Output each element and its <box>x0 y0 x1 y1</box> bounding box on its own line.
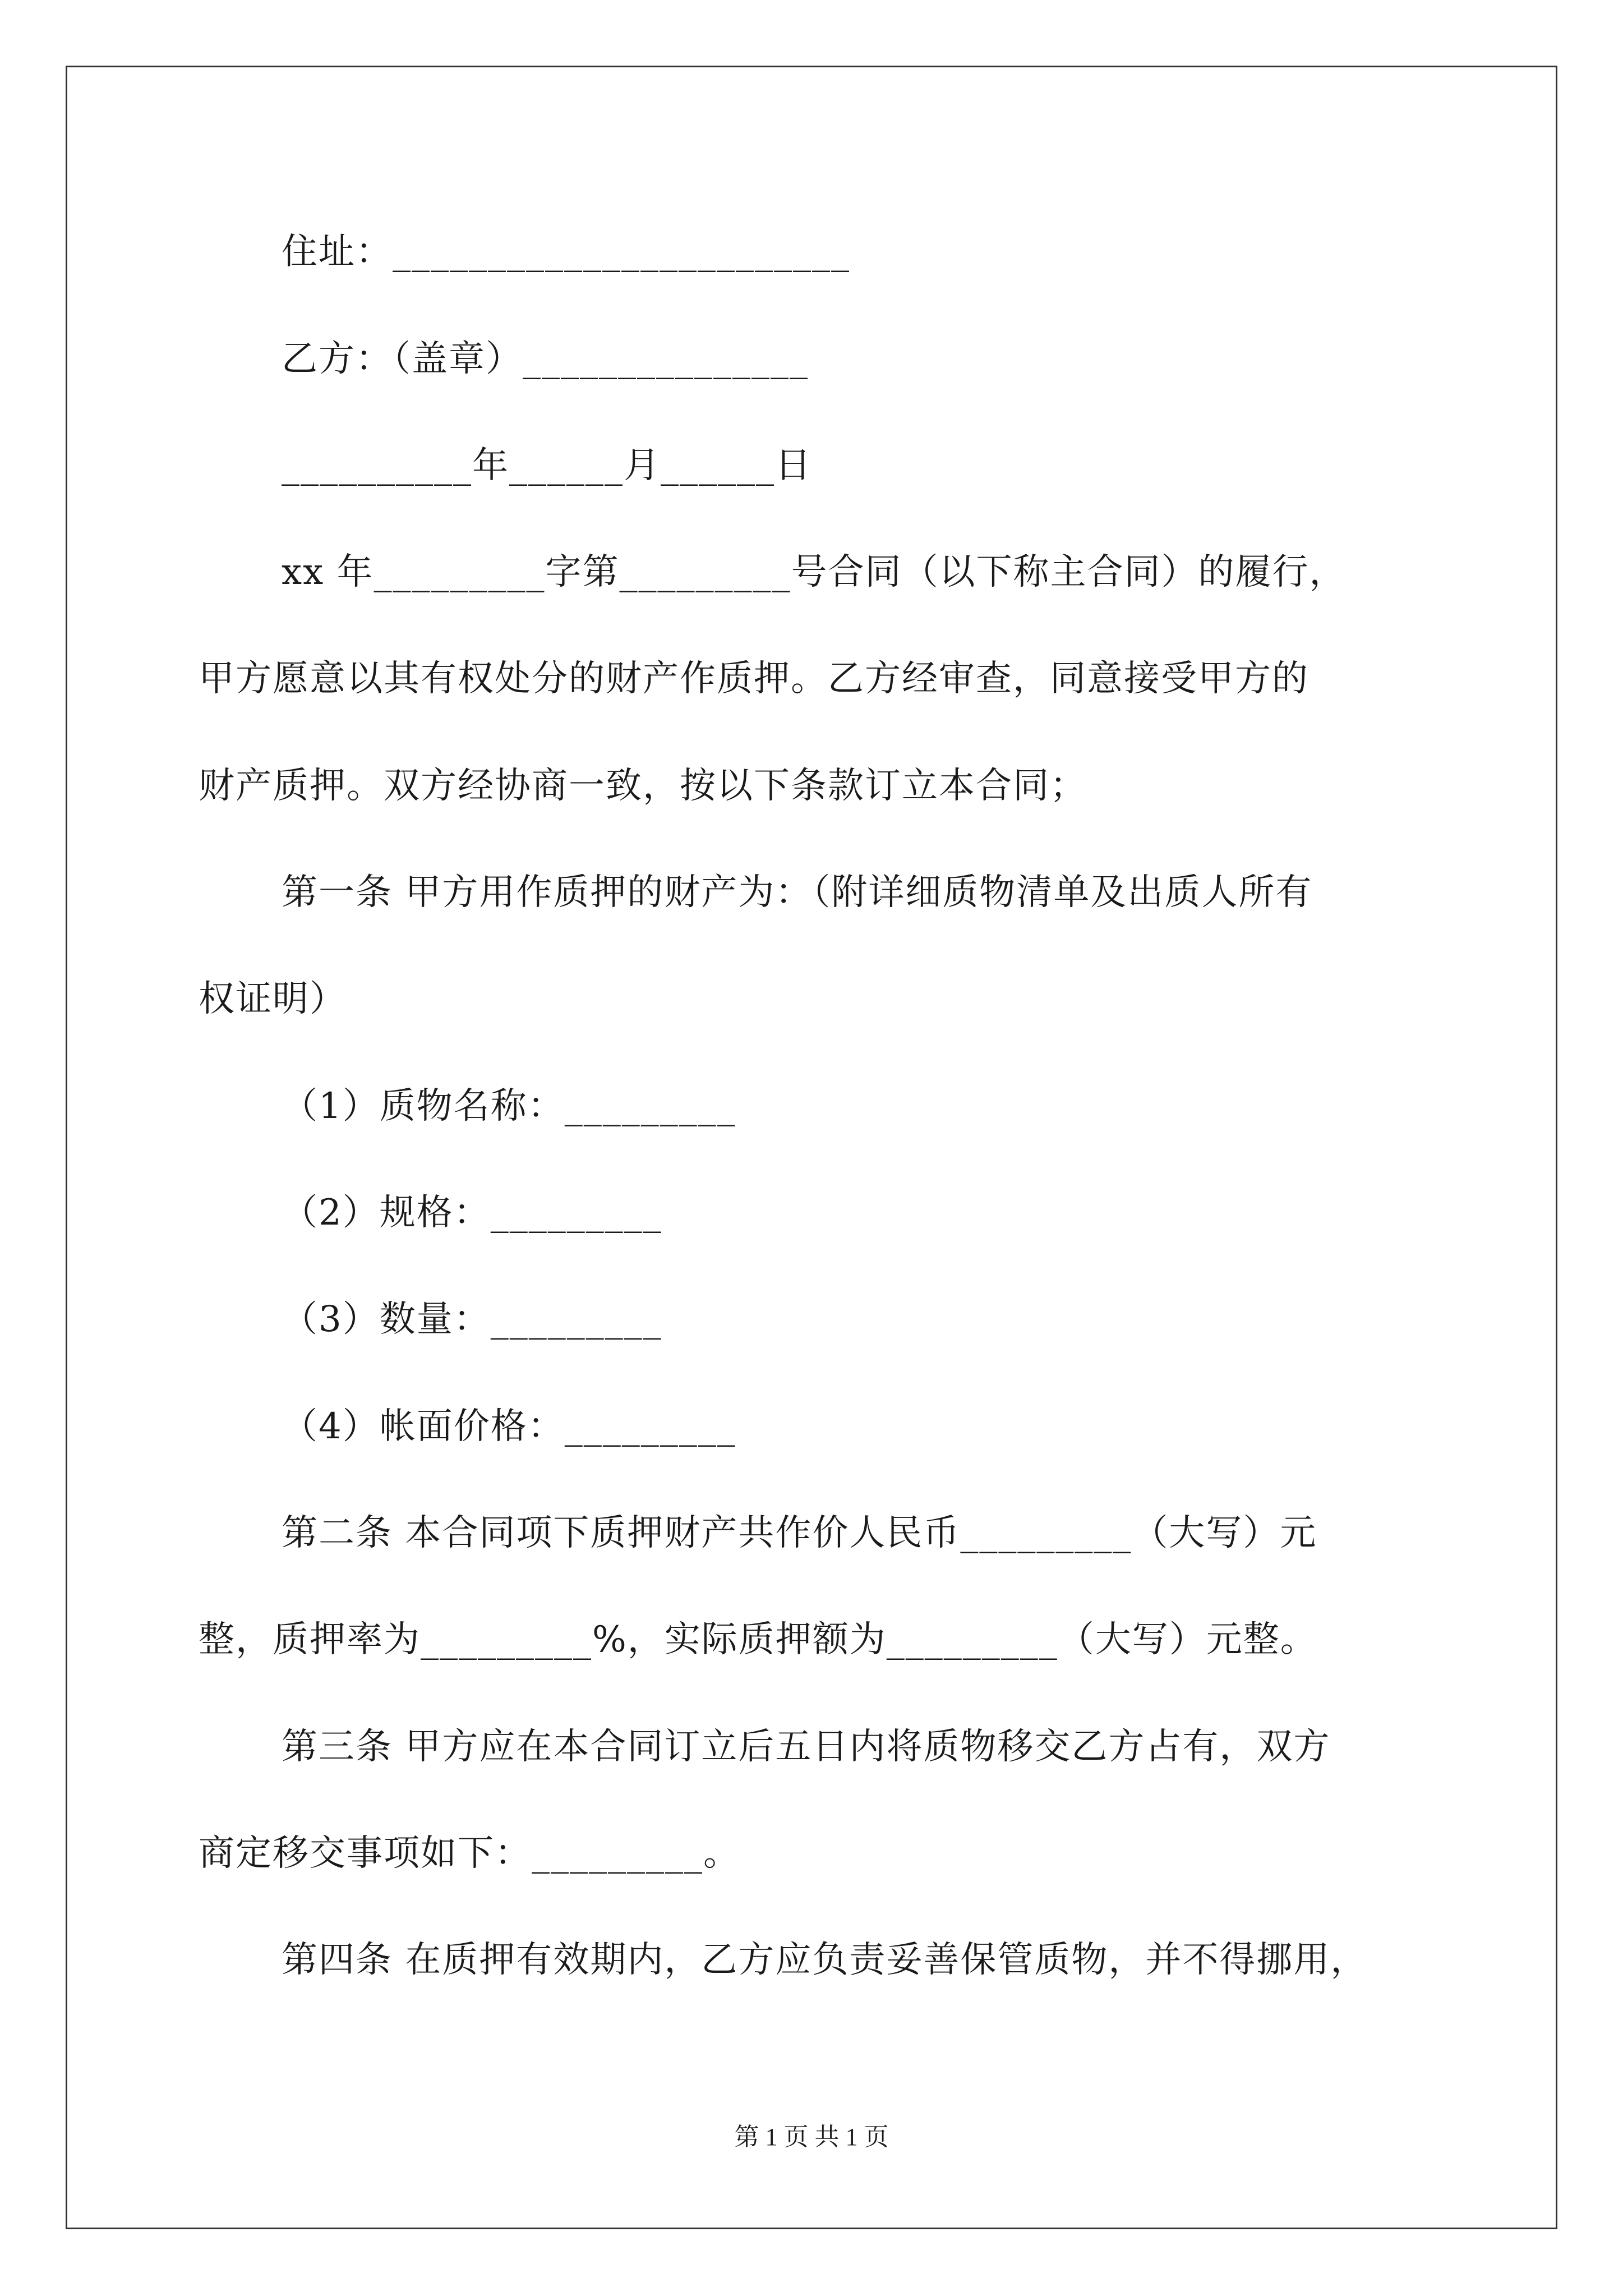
paragraph-line: 财产质押。双方经协商一致，按以下条款订立本合同； <box>199 765 1087 807</box>
article-1-line: 权证明） <box>199 978 347 1020</box>
date-line: __________年______月______日 <box>282 445 812 486</box>
page-number-footer: 第 1 页 共 1 页 <box>734 2123 889 2151</box>
article-1-line: 第一条 甲方用作质押的财产为：（附详细质物清单及出质人所有 <box>282 872 1313 913</box>
pledge-quantity-line: （3）数量：_________ <box>282 1299 662 1340</box>
page-border <box>66 66 1557 2229</box>
article-2-line: 第二条 本合同项下质押财产共作价人民币_________（大写）元 <box>282 1512 1317 1554</box>
paragraph-line: 甲方愿意以其有权处分的财产作质押。乙方经审查，同意接受甲方的 <box>199 658 1309 700</box>
article-3-line: 第三条 甲方应在本合同订立后五日内将质物移交乙方占有，双方 <box>282 1726 1331 1768</box>
address-line: 住址：________________________ <box>282 231 850 273</box>
pledge-book-value-line: （4）帐面价格：_________ <box>282 1406 736 1447</box>
paragraph-line: xx 年_________字第_________号合同（以下称主合同）的履行， <box>282 551 1347 593</box>
party-b-seal-line: 乙方：（盖章）_______________ <box>282 338 809 380</box>
article-4-line: 第四条 在质押有效期内，乙方应负责妥善保管质物，并不得挪用， <box>282 1939 1368 1981</box>
article-2-line: 整，质押率为_________%，实际质押额为_________（大写）元整。 <box>199 1619 1317 1660</box>
pledge-name-line: （1）质物名称：_________ <box>282 1085 736 1127</box>
pledge-spec-line: （2）规格：_________ <box>282 1192 662 1234</box>
article-3-line: 商定移交事项如下：_________。 <box>199 1833 740 1874</box>
